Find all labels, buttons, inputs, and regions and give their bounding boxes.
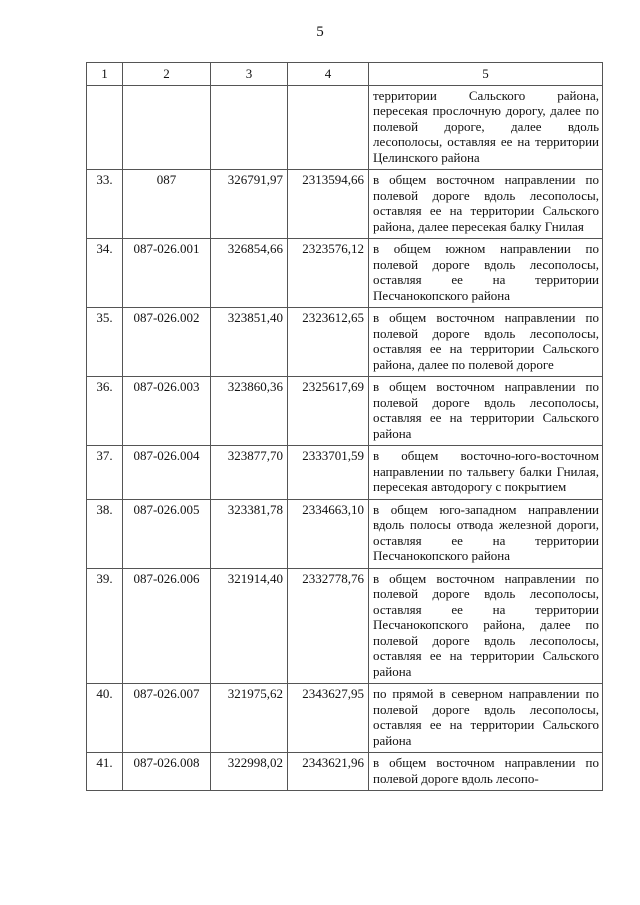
- point-code: 087-026.007: [123, 684, 211, 753]
- boundary-description: в общем восточном направлении по полевой дороге вдоль лесополосы, оставляя ее на территории Сальского района, далее пересекая балку Гнилая: [369, 170, 603, 239]
- table-row: [87, 568, 603, 684]
- row-number: 33.: [87, 170, 123, 239]
- boundary-description: в общем восточно-юго-восточном направлении по тальвегу балки Гнилая, пересекая автодорогу с покрытием: [369, 446, 603, 500]
- coord-y: 2334663,10: [288, 499, 369, 568]
- table-row: [87, 308, 603, 377]
- point-code: 087-026.008: [123, 753, 211, 791]
- table-row: [87, 239, 603, 308]
- coord-x: 323860,36: [211, 377, 288, 446]
- coord-x: 323381,78: [211, 499, 288, 568]
- boundary-description: в общем восточном направлении по полевой дороге вдоль лесополосы, оставляя ее на территории Сальского района: [369, 377, 603, 446]
- point-code: 087-026.006: [123, 568, 211, 684]
- point-code: 087-026.003: [123, 377, 211, 446]
- point-code: 087-026.004: [123, 446, 211, 500]
- row-number: 37.: [87, 446, 123, 500]
- row-number: 36.: [87, 377, 123, 446]
- coord-x: 322998,02: [211, 753, 288, 791]
- row-number: 35.: [87, 308, 123, 377]
- coord-x: 326791,97: [211, 170, 288, 239]
- point-code: 087-026.001: [123, 239, 211, 308]
- point-code: 087-026.005: [123, 499, 211, 568]
- boundary-description: территории Сальского района, пересекая прослочную дорогу, далее по полевой дороге, далее вдоль лесополосы, оставляя ее на территории Целинского района: [369, 85, 603, 170]
- table-row: [87, 684, 603, 753]
- table-row: [87, 753, 603, 791]
- column-header: 4: [288, 63, 369, 86]
- coord-x: 321914,40: [211, 568, 288, 684]
- table-row: [87, 446, 603, 500]
- row-number: 38.: [87, 499, 123, 568]
- table-row: [87, 85, 603, 170]
- coord-x: 323851,40: [211, 308, 288, 377]
- coord-y: 2313594,66: [288, 170, 369, 239]
- row-number: 40.: [87, 684, 123, 753]
- table-row: [87, 499, 603, 568]
- point-code: 087-026.002: [123, 308, 211, 377]
- coord-x: 323877,70: [211, 446, 288, 500]
- row-number: 34.: [87, 239, 123, 308]
- boundary-description: в общем юго-западном направлении вдоль полосы отвода железной дороги, оставляя ее на территории Песчанокопского района: [369, 499, 603, 568]
- coord-y: 2323612,65: [288, 308, 369, 377]
- column-header: 2: [123, 63, 211, 86]
- coord-y: 2343627,95: [288, 684, 369, 753]
- page-number: 5: [316, 24, 324, 40]
- column-header: 1: [87, 63, 123, 86]
- boundary-description: в общем восточном направлении по полевой дороге вдоль лесопо-: [369, 753, 603, 791]
- coord-x: 326854,66: [211, 239, 288, 308]
- coord-y: [288, 85, 369, 170]
- coord-y: 2343621,96: [288, 753, 369, 791]
- row-number: [87, 85, 123, 170]
- row-number: 41.: [87, 753, 123, 791]
- boundary-table: [86, 62, 603, 791]
- coord-x: [211, 85, 288, 170]
- coord-x: 321975,62: [211, 684, 288, 753]
- boundary-description: по прямой в северном направлении по полевой дороге вдоль лесополосы, оставляя ее на территории Сальского района: [369, 684, 603, 753]
- table-header-row: [87, 63, 603, 86]
- coord-y: 2325617,69: [288, 377, 369, 446]
- coord-y: 2323576,12: [288, 239, 369, 308]
- table-row: [87, 377, 603, 446]
- row-number: 39.: [87, 568, 123, 684]
- boundary-description: в общем восточном направлении по полевой дороге вдоль лесополосы, оставляя ее на территории Сальского района, далее по полевой дороге: [369, 308, 603, 377]
- point-code: 087: [123, 170, 211, 239]
- column-header: 3: [211, 63, 288, 86]
- coord-y: 2333701,59: [288, 446, 369, 500]
- point-code: [123, 85, 211, 170]
- column-header: 5: [369, 63, 603, 86]
- table-row: [87, 170, 603, 239]
- coord-y: 2332778,76: [288, 568, 369, 684]
- boundary-description: в общем южном направлении по полевой дороге вдоль лесополосы, оставляя ее на территории Песчанокопского района: [369, 239, 603, 308]
- boundary-description: в общем восточном направлении по полевой дороге вдоль лесополосы, оставляя ее на территории Песчанокопского района, далее по полевой дороге вдоль лесополосы, оставляя ее на территории Сальского района: [369, 568, 603, 684]
